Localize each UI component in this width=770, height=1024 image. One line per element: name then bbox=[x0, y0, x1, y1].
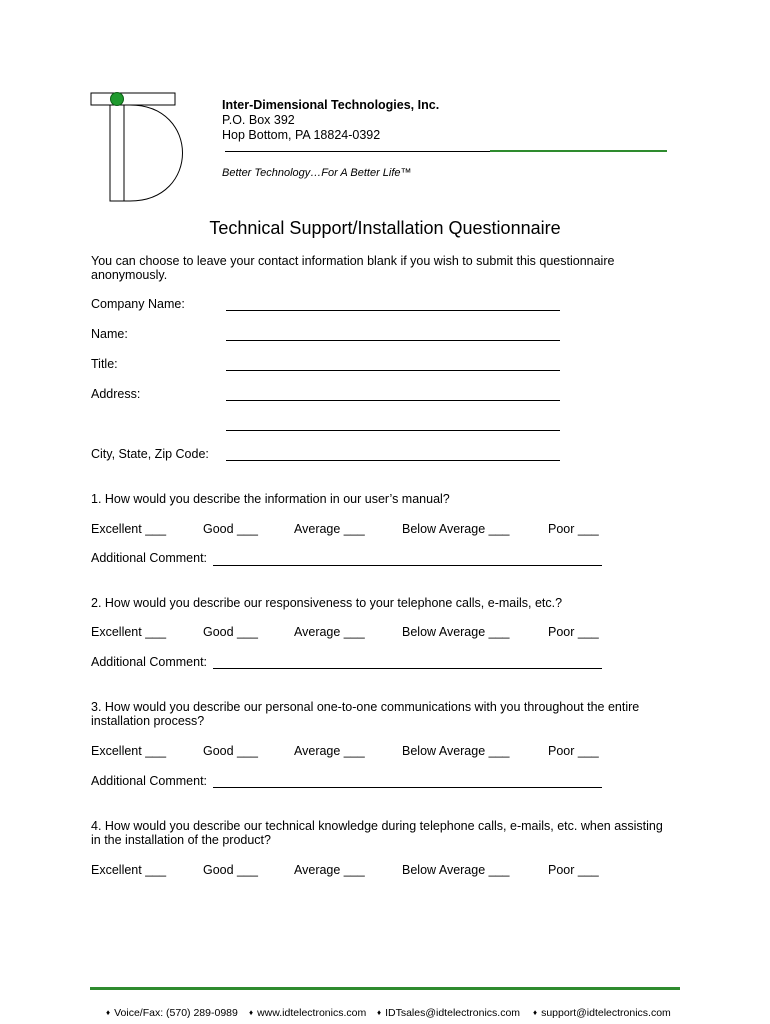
question-2-text: 2. How would you describe our responsiveness to your telephone calls, e-mails, etc.? bbox=[91, 596, 563, 610]
diamond-bullet-icon: ♦ bbox=[249, 1008, 254, 1017]
footer-website-text[interactable]: www.idtelectronics.com bbox=[257, 1007, 367, 1019]
question-3-text-line2: installation process? bbox=[91, 714, 205, 728]
footer-divider bbox=[90, 987, 680, 990]
company-name: Inter-Dimensional Technologies, Inc. bbox=[222, 98, 440, 112]
city-state-zip-label: City, State, Zip Code: bbox=[91, 447, 209, 461]
intro-text-line2: anonymously. bbox=[91, 268, 168, 282]
company-address-line2: Hop Bottom, PA 18824-0392 bbox=[222, 128, 381, 142]
q3-option-good[interactable]: Good ___ bbox=[203, 744, 258, 758]
q3-option-poor[interactable]: Poor ___ bbox=[548, 744, 599, 758]
page-title: Technical Support/Installation Questionnaire bbox=[209, 218, 561, 238]
city-state-zip-field[interactable] bbox=[226, 460, 560, 461]
q1-option-average[interactable]: Average ___ bbox=[294, 522, 365, 536]
q1-option-excellent[interactable]: Excellent ___ bbox=[91, 522, 167, 536]
footer-website[interactable] bbox=[249, 1007, 366, 1019]
q4-option-good[interactable]: Good ___ bbox=[203, 863, 258, 877]
q3-option-excellent[interactable]: Excellent ___ bbox=[91, 744, 167, 758]
question-1-text: 1. How would you describe the information in our user’s manual? bbox=[91, 492, 450, 506]
company-name-label: Company Name: bbox=[91, 297, 185, 311]
q2-option-poor[interactable]: Poor ___ bbox=[548, 625, 599, 639]
question-4-text-line2: in the installation of the product? bbox=[91, 833, 271, 847]
footer-support-email[interactable] bbox=[533, 1007, 671, 1019]
footer-sales-email-text[interactable]: IDTsales@idtelectronics.com bbox=[385, 1007, 521, 1019]
address-field-line1[interactable] bbox=[226, 400, 560, 401]
diamond-bullet-icon: ♦ bbox=[106, 1008, 111, 1017]
q4-option-excellent[interactable]: Excellent ___ bbox=[91, 863, 167, 877]
q1-comment-label: Additional Comment: bbox=[91, 551, 208, 565]
q2-option-average[interactable]: Average ___ bbox=[294, 625, 365, 639]
header-divider bbox=[225, 151, 490, 152]
footer-sales-email[interactable] bbox=[377, 1007, 520, 1019]
q3-comment-field[interactable] bbox=[213, 787, 602, 788]
name-field[interactable] bbox=[226, 340, 560, 341]
q3-option-average[interactable]: Average ___ bbox=[294, 744, 365, 758]
question-3-text-line1: 3. How would you describe our personal one-to-one communications with you throughout the entire bbox=[91, 700, 640, 714]
company-address-line1: P.O. Box 392 bbox=[222, 113, 295, 127]
idt-logo bbox=[88, 88, 200, 206]
q4-option-poor[interactable]: Poor ___ bbox=[548, 863, 599, 877]
diamond-bullet-icon: ♦ bbox=[377, 1008, 382, 1017]
q1-option-below-average[interactable]: Below Average ___ bbox=[402, 522, 510, 536]
footer-support-email-text[interactable]: support@idtelectronics.com bbox=[541, 1007, 671, 1019]
footer-phone-text: Voice/Fax: (570) 289-0989 bbox=[114, 1007, 238, 1019]
company-slogan: Better Technology…For A Better Life™ bbox=[222, 167, 412, 179]
q2-comment-label: Additional Comment: bbox=[91, 655, 208, 669]
title-field[interactable] bbox=[226, 370, 560, 371]
q2-option-excellent[interactable]: Excellent ___ bbox=[91, 625, 167, 639]
q1-option-poor[interactable]: Poor ___ bbox=[548, 522, 599, 536]
name-label: Name: bbox=[91, 327, 128, 341]
q1-option-good[interactable]: Good ___ bbox=[203, 522, 258, 536]
company-name-field[interactable] bbox=[226, 310, 560, 311]
q2-comment-field[interactable] bbox=[213, 668, 602, 669]
q2-option-good[interactable]: Good ___ bbox=[203, 625, 258, 639]
q4-option-below-average[interactable]: Below Average ___ bbox=[402, 863, 510, 877]
q3-option-below-average[interactable]: Below Average ___ bbox=[402, 744, 510, 758]
q3-comment-label: Additional Comment: bbox=[91, 774, 208, 788]
address-label: Address: bbox=[91, 387, 141, 401]
title-label: Title: bbox=[91, 357, 118, 371]
q1-comment-field[interactable] bbox=[213, 565, 602, 566]
footer-phone bbox=[106, 1007, 238, 1019]
q4-option-average[interactable]: Average ___ bbox=[294, 863, 365, 877]
intro-text-line1: You can choose to leave your contact information blank if you wish to submit this questionnaire bbox=[91, 254, 615, 268]
q2-option-below-average[interactable]: Below Average ___ bbox=[402, 625, 510, 639]
diamond-bullet-icon: ♦ bbox=[533, 1008, 538, 1017]
address-field-line2[interactable] bbox=[226, 430, 560, 431]
question-4-text-line1: 4. How would you describe our technical knowledge during telephone calls, e-mails, etc. when assisting bbox=[91, 819, 663, 833]
header-divider-accent bbox=[490, 150, 667, 152]
